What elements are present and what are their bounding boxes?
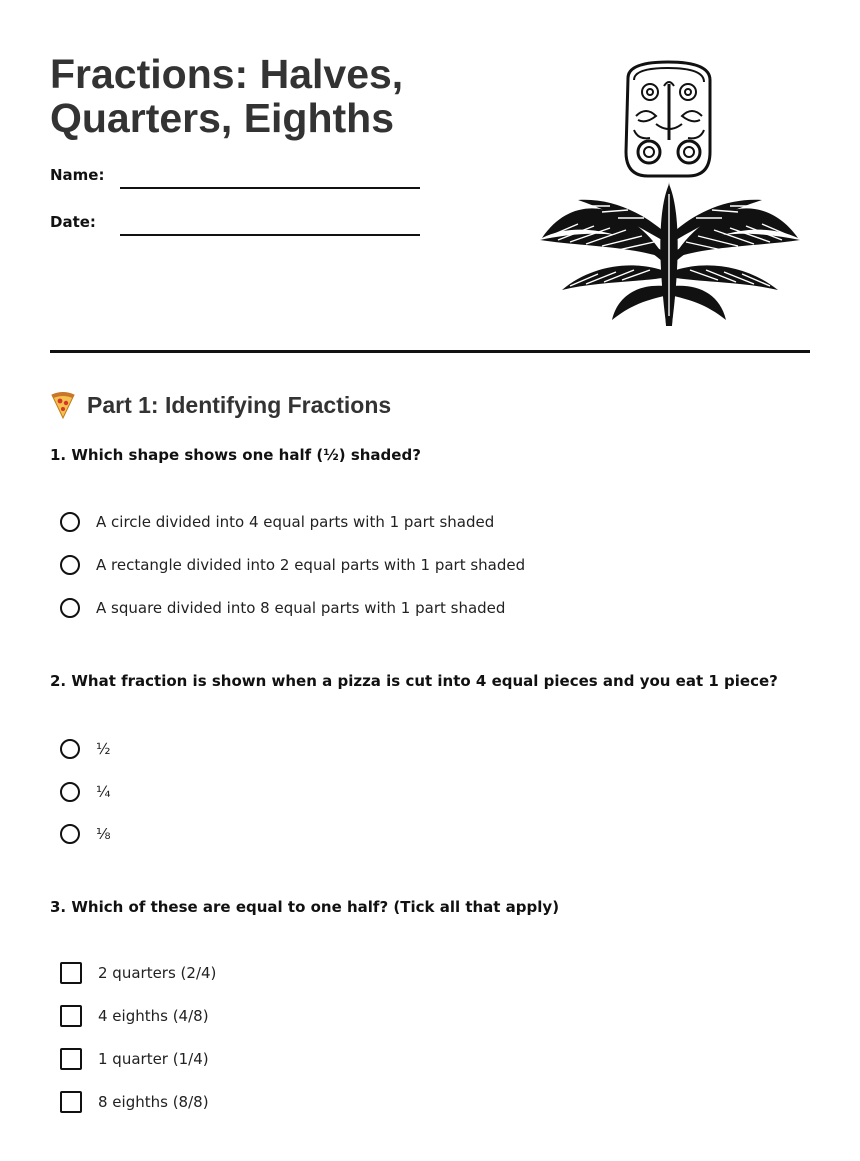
header-divider — [50, 350, 810, 353]
q3-option-1[interactable] — [60, 960, 216, 986]
option-label: A square divided into 8 equal parts with 1 part shaded — [96, 599, 506, 617]
section-heading — [50, 388, 391, 422]
radio-button[interactable] — [60, 598, 80, 618]
option-label: 1 quarter (1/4) — [98, 1050, 209, 1068]
option-label: A rectangle divided into 2 equal parts with 1 part shaded — [96, 556, 526, 574]
name-field[interactable] — [120, 187, 420, 189]
pizza-icon — [50, 391, 76, 419]
question-1: 1. Which shape shows one half (½) shaded? — [50, 446, 421, 464]
q1-option-3[interactable] — [60, 595, 505, 621]
radio-button[interactable] — [60, 782, 80, 802]
radio-button[interactable] — [60, 739, 80, 759]
q3-option-2[interactable] — [60, 1003, 209, 1029]
radio-button[interactable] — [60, 512, 80, 532]
title-line-2: Quarters, Eighths — [50, 95, 395, 141]
option-label: 4 eighths (4/8) — [98, 1007, 209, 1025]
date-label: Date: — [50, 213, 96, 231]
checkbox[interactable] — [60, 962, 82, 984]
checkbox[interactable] — [60, 1005, 82, 1027]
q3-option-4[interactable] — [60, 1089, 209, 1115]
worksheet-title — [50, 52, 490, 140]
option-label: ½ — [96, 740, 111, 758]
option-label: A circle divided into 4 equal parts with 1 part shaded — [96, 513, 495, 531]
radio-button[interactable] — [60, 555, 80, 575]
date-field[interactable] — [120, 234, 420, 236]
q2-option-1[interactable] — [60, 736, 111, 762]
section-title: Part 1: Identifying Fractions — [87, 391, 392, 418]
q1-option-1[interactable] — [60, 509, 494, 535]
radio-button[interactable] — [60, 824, 80, 844]
name-label: Name: — [50, 166, 105, 184]
title-line-1: Fractions: Halves, — [50, 51, 404, 97]
q2-option-3[interactable] — [60, 821, 111, 847]
checkbox[interactable] — [60, 1048, 82, 1070]
question-3: 3. Which of these are equal to one half? (Tick all that apply) — [50, 898, 560, 916]
q2-option-2[interactable] — [60, 779, 111, 805]
q3-option-3[interactable] — [60, 1046, 209, 1072]
option-label: 8 eighths (8/8) — [98, 1093, 209, 1111]
checkbox[interactable] — [60, 1091, 82, 1113]
option-label: ⅛ — [96, 825, 111, 843]
option-label: ¼ — [96, 783, 111, 801]
question-2: 2. What fraction is shown when a pizza is cut into 4 equal pieces and you eat 1 piece? — [50, 672, 778, 690]
q1-option-2[interactable] — [60, 552, 525, 578]
option-label: 2 quarters (2/4) — [98, 964, 217, 982]
koru-fern-emblem-icon — [538, 60, 802, 328]
